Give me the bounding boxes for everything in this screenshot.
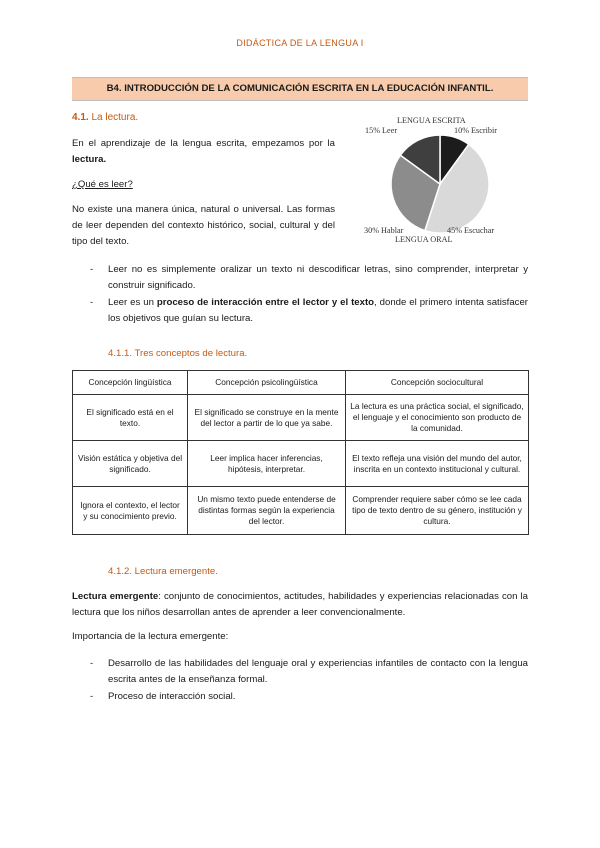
table-header-cell: Concepción psicolingüística (188, 371, 346, 395)
table-cell: Un mismo texto puede entenderse de distintas formas según la experiencia del lector. (188, 487, 346, 535)
list-item: - Proceso de interacción social. (90, 689, 528, 705)
list-item: - Desarrollo de las habilidades del lenguaje oral y experiencias infantiles de contacto con la lengua escrita antes de la enseñanza formal. (90, 656, 528, 688)
list-item: - Leer es un proceso de interacción entre el lector y el texto, donde el primero intenta satisfacer los objetivos que guían su lectura. (90, 295, 528, 327)
section-4-1-1-heading: 4.1.1. Tres conceptos de lectura. (108, 348, 248, 359)
table-cell: El significado está en el texto. (73, 395, 188, 441)
section-4-1-heading (72, 112, 138, 123)
emergent-reading-definition (72, 589, 528, 621)
list-item: - Leer no es simplemente oralizar un texto ni descodificar letras, sino comprender, interpretar y construir significado. (90, 262, 528, 294)
chart-footer: LENGUA ORAL (395, 235, 453, 244)
definition-paragraph: No existe una manera única, natural o universal. Las formas de leer dependen del contexto histórico, social, cultural y del tipo del texto. (72, 204, 335, 247)
table-cell: Leer implica hacer inferencias, hipótesis, interpretar. (188, 441, 346, 487)
table-cell: Comprender requiere saber cómo se lee cada tipo de texto dentro de su género, institución y cultura. (346, 487, 529, 535)
slice-label-hablar: 30% Hablar (364, 226, 404, 235)
chapter-title: B4. INTRODUCCIÓN DE LA COMUNICACIÓN ESCRITA EN LA EDUCACIÓN INFANTIL. (106, 83, 494, 94)
table-row (73, 487, 529, 535)
table-cell: Ignora el contexto, el lector y su conocimiento previo. (73, 487, 188, 535)
table-row (73, 441, 529, 487)
intro-paragraph (72, 136, 335, 168)
reading-bullets (90, 262, 528, 328)
question-heading: ¿Qué es leer? (72, 179, 133, 190)
emergent-reading-term: Lectura emergente (72, 591, 159, 602)
emergent-reading-text: : conjunto de conocimientos, actitudes, habilidades y experiencias relacionadas con la lectura que los niños desarrollan antes de aprender a leer convencionalmente. (72, 591, 528, 618)
table-header-row (73, 371, 529, 395)
slice-label-escribir: 10% Escribir (454, 126, 497, 135)
table-header-cell: Concepción sociocultural (346, 371, 529, 395)
table-cell: El texto refleja una visión del mundo del autor, inscrita en un contexto institucional y cultural. (346, 441, 529, 487)
chart-title: LENGUA ESCRITA (397, 116, 466, 125)
pie-chart (357, 118, 527, 246)
intro-text: En el aprendizaje de la lengua escrita, empezamos por la (72, 138, 335, 149)
slice-label-leer: 15% Leer (365, 126, 398, 135)
section-4-1-2-heading: 4.1.2. Lectura emergente. (108, 566, 218, 577)
importance-label: Importancia de la lectura emergente: (72, 631, 229, 642)
table-cell: Visión estática y objetiva del significado. (73, 441, 188, 487)
intro-bold: lectura. (72, 154, 107, 165)
chapter-banner (72, 77, 528, 101)
table-header-cell: Concepción lingüística (73, 371, 188, 395)
section-4-1-number: 4.1. (72, 112, 89, 123)
table-cell: La lectura es una práctica social, el significado, el lenguaje y el conocimiento son producto de la comunidad. (346, 395, 529, 441)
table-row (73, 395, 529, 441)
course-header: DIDÁCTICA DE LA LENGUA I (236, 38, 364, 48)
section-4-1-title: La lectura. (91, 112, 139, 123)
table-cell: El significado se construye en la mente del lector a partir de lo que ya sabe. (188, 395, 346, 441)
slice-label-escuchar: 45% Escuchar (447, 226, 495, 235)
importance-bullets (90, 656, 528, 706)
reading-concepts-table (72, 370, 529, 535)
